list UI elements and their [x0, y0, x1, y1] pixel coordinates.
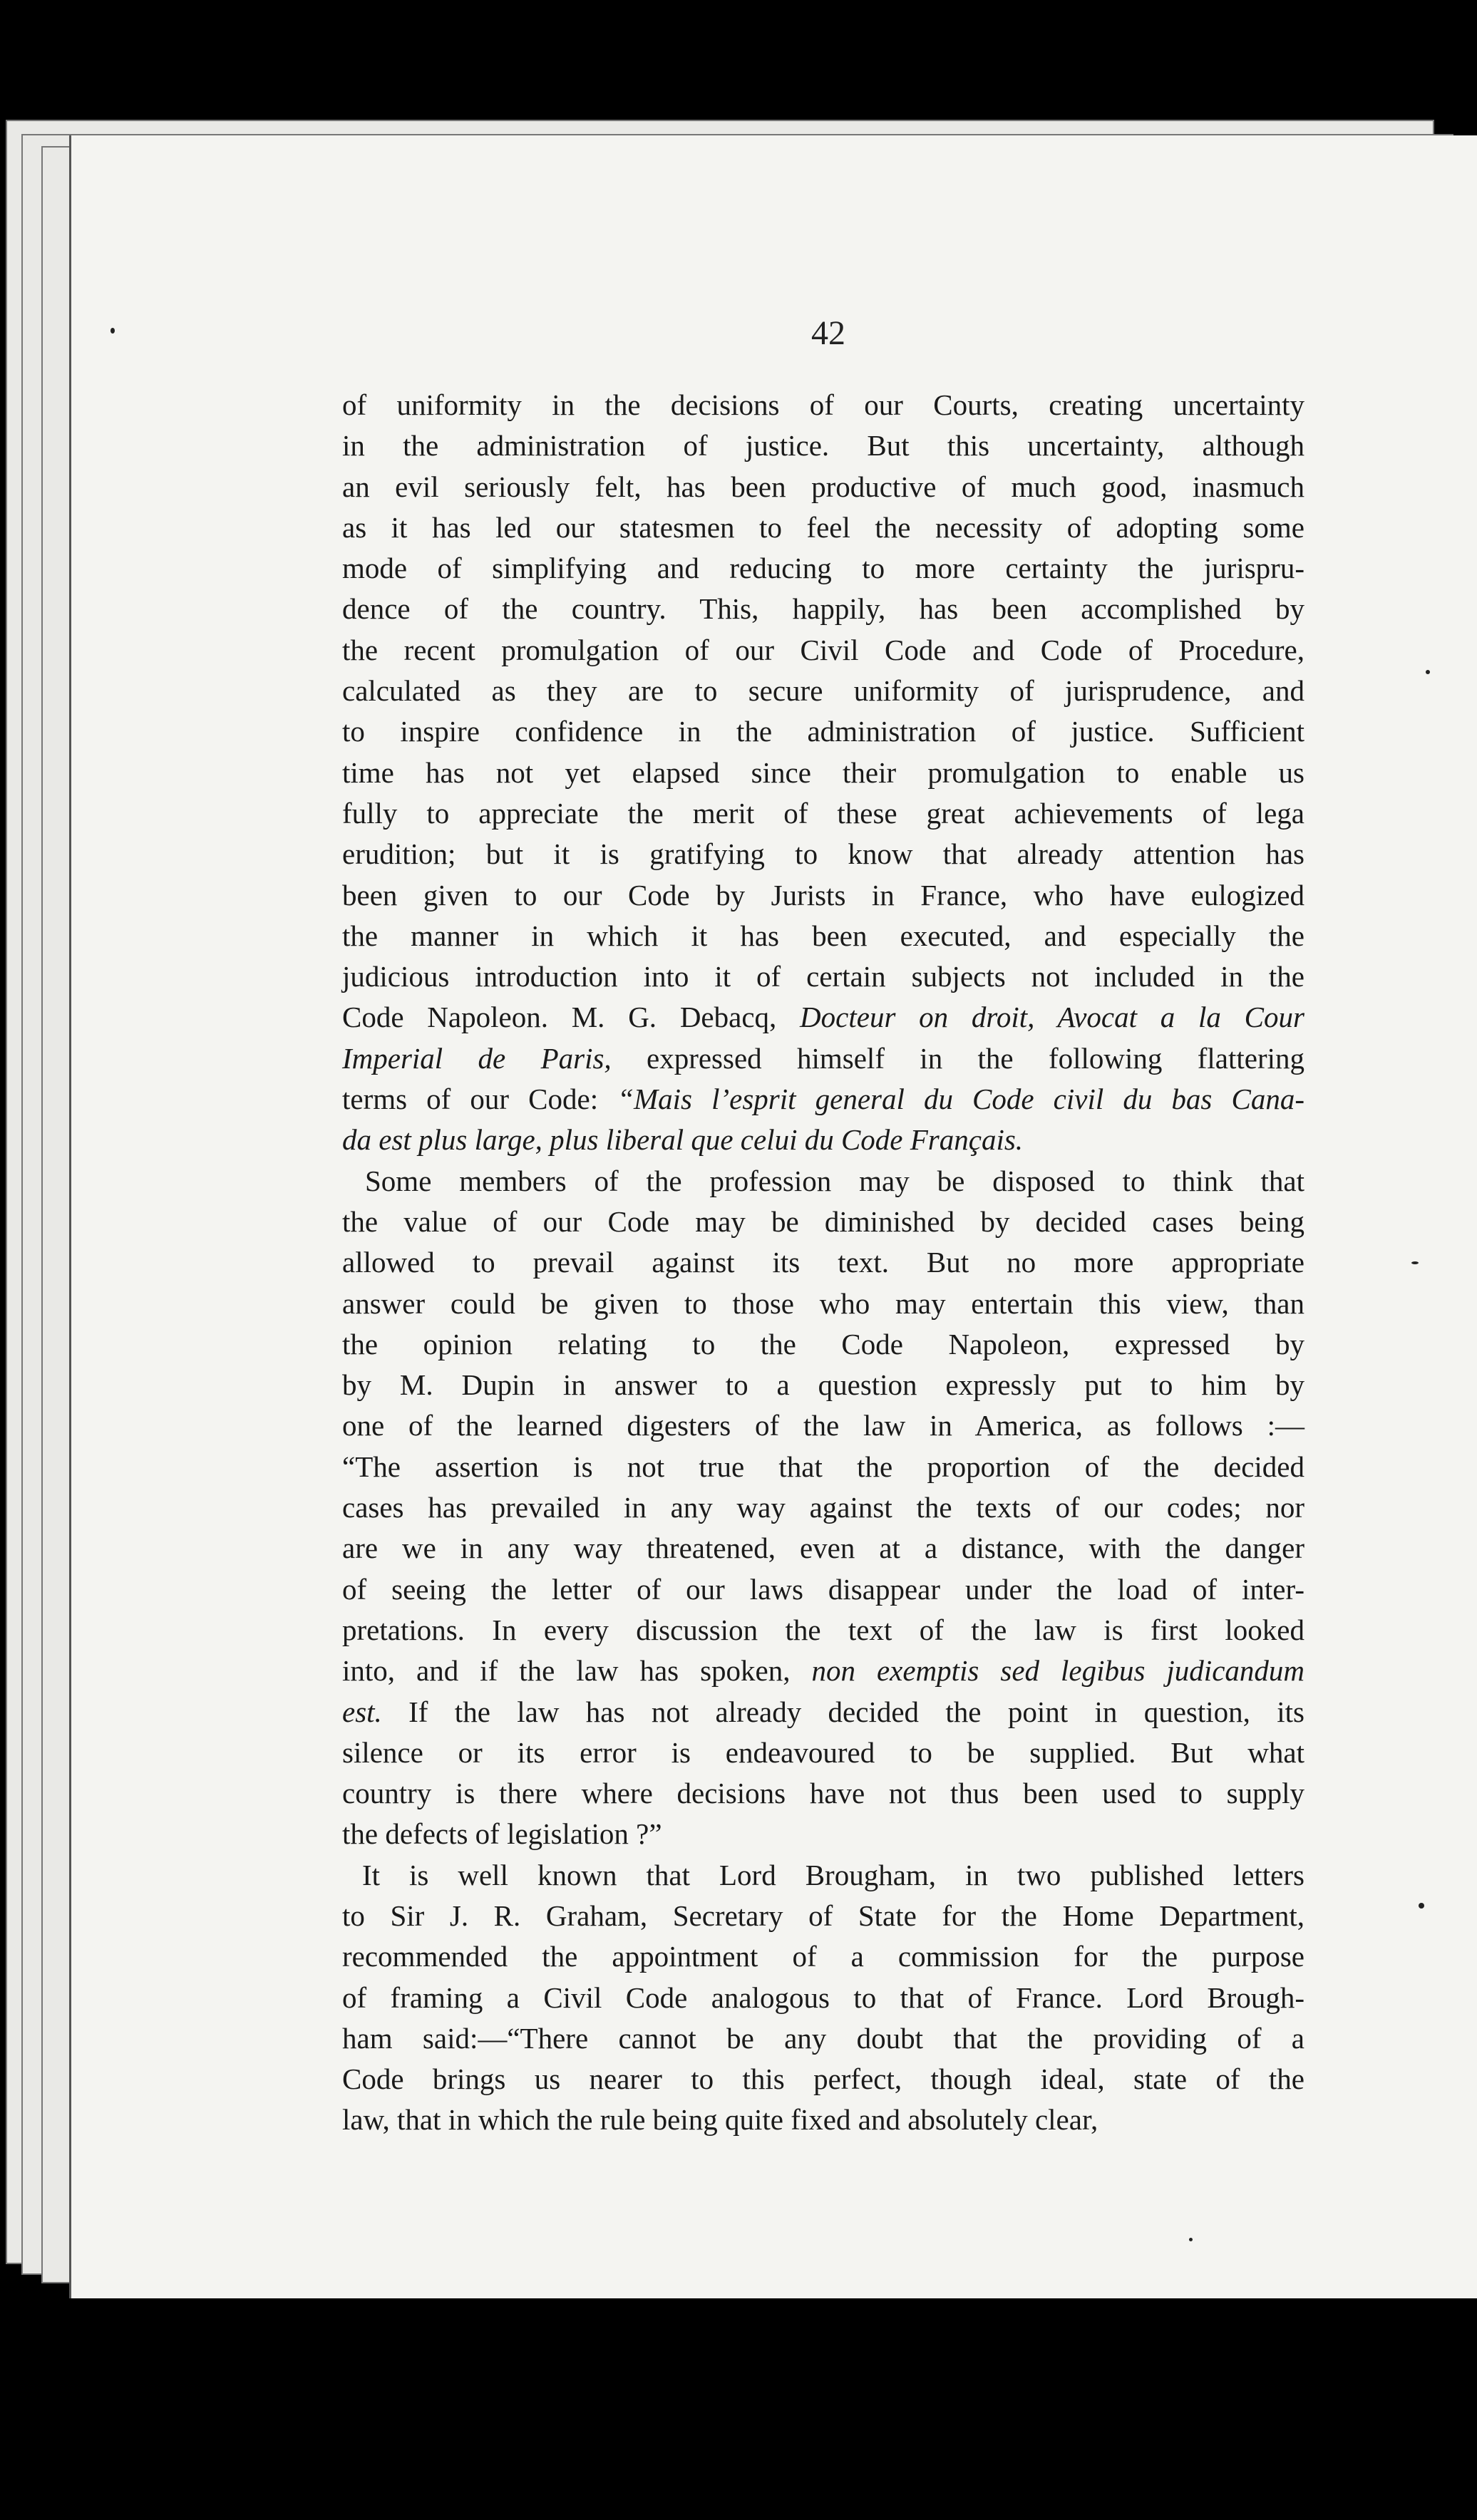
text-line — [342, 1038, 1304, 1079]
text-segment: judicious introduction into it of certain subjects not included in the — [342, 960, 1304, 993]
text-line — [342, 1161, 1304, 1202]
text-segment: the value of our Code may be diminished by decided cases being — [342, 1204, 1304, 1238]
text-line — [342, 2100, 1304, 2140]
text-line — [342, 1610, 1304, 1651]
paragraph — [342, 385, 1304, 1161]
text-segment: to Sir J. R. Graham, Secretary of State for the Home Department, — [342, 1899, 1304, 1932]
text-segment: into, and if the law has spoken, — [342, 1654, 812, 1688]
text-line — [342, 1365, 1304, 1405]
text-line — [342, 1528, 1304, 1569]
text-segment: of seeing the letter of our laws disappear under the load of inter- — [342, 1572, 1304, 1606]
text-line — [342, 548, 1304, 589]
text-line — [342, 467, 1304, 507]
text-segment: law, that in which the rule being quite fixed and absolutely clear, — [342, 2103, 1098, 2137]
text-segment: mode of simplifying and reducing to more certainty the jurispru- — [342, 552, 1304, 585]
text-line — [342, 1120, 1304, 1160]
text-line — [342, 385, 1304, 425]
text-segment: been given to our Code by Jurists in France, who have eulogized — [342, 878, 1304, 912]
text-line — [342, 1202, 1304, 1242]
text-line — [342, 875, 1304, 916]
text-line — [342, 1936, 1304, 1977]
text-line — [342, 1814, 1304, 1854]
text-segment: the defects of legislation ?” — [342, 1817, 662, 1851]
body-text — [342, 385, 1304, 2141]
text-segment: erudition; but it is gratifying to know that already attention has — [342, 837, 1304, 871]
text-segment: of framing a Civil Code analogous to that of France. Lord Brough- — [342, 1981, 1304, 2014]
speck — [1426, 670, 1430, 674]
text-line — [342, 793, 1304, 834]
text-segment: “The assertion is not true that the proportion of the decided — [342, 1450, 1304, 1483]
italic-text: non exemptis sed legibus judicandum — [811, 1654, 1304, 1688]
text-segment: allowed to prevail against its text. But no more appropriate — [342, 1246, 1304, 1279]
text-line — [342, 753, 1304, 793]
text-line — [342, 1284, 1304, 1324]
text-segment: Code brings us nearer to this perfect, though ideal, state of the — [342, 2062, 1304, 2096]
page-number: 42 — [811, 314, 845, 352]
text-segment: the manner in which it has been executed, and especially the — [342, 919, 1304, 952]
text-segment: of uniformity in the decisions of our Courts, creating uncertainty — [342, 388, 1304, 421]
text-line — [342, 1405, 1304, 1446]
text-segment: cases has prevailed in any way against the texts of our codes; nor — [342, 1491, 1304, 1524]
text-segment: the recent promulgation of our Civil Code and Code of Procedure, — [342, 633, 1304, 666]
text-segment: recommended the appointment of a commission for the purpose — [342, 1940, 1304, 1973]
text-line — [342, 589, 1304, 629]
text-segment: ham said:—“There cannot be any doubt that the providing of a — [342, 2021, 1304, 2055]
text-line — [342, 1242, 1304, 1283]
text-segment: fully to appreciate the merit of these great achievements of lega — [342, 796, 1304, 830]
text-segment: in the administration of justice. But this uncertainty, although — [342, 429, 1304, 463]
text-line — [342, 1773, 1304, 1814]
text-line — [342, 711, 1304, 752]
text-line — [342, 1651, 1304, 1691]
paragraph — [342, 1855, 1304, 2141]
text-segment: expressed himself in the following flattering — [611, 1041, 1304, 1075]
text-line — [342, 1855, 1304, 1896]
text-line — [342, 671, 1304, 711]
text-line — [342, 2018, 1304, 2059]
text-segment: one of the learned digesters of the law in America, as follows :— — [342, 1409, 1304, 1442]
speck — [1419, 1903, 1424, 1909]
italic-text: est. — [342, 1695, 382, 1728]
speck — [110, 328, 115, 334]
text-line — [342, 916, 1304, 956]
text-segment: country is there where decisions have not thus been used to supply — [342, 1777, 1304, 1810]
text-line — [342, 1569, 1304, 1610]
text-line — [342, 956, 1304, 997]
text-segment: calculated as they are to secure uniformity of jurisprudence, and — [342, 674, 1304, 708]
text-line — [342, 1487, 1304, 1528]
text-segment: Code Napoleon. M. G. Debacq, — [342, 1001, 801, 1034]
text-segment: time has not yet elapsed since their promulgation to enable us — [342, 755, 1304, 789]
italic-text: “Mais l’esprit general du Code civil du bas Cana- — [617, 1083, 1304, 1116]
text-segment: are we in any way threatened, even at a distance, with the danger — [342, 1532, 1304, 1565]
text-line — [342, 1079, 1304, 1120]
text-line — [342, 1896, 1304, 1936]
paragraph — [342, 1161, 1304, 1855]
text-line — [342, 630, 1304, 671]
text-line — [342, 1732, 1304, 1773]
text-line — [342, 1978, 1304, 2018]
text-segment: the opinion relating to the Code Napoleon, expressed by — [342, 1327, 1304, 1360]
text-segment: to inspire confidence in the administration of justice. Sufficient — [342, 715, 1304, 748]
speck — [1411, 1261, 1419, 1264]
speck — [1189, 2238, 1193, 2241]
text-segment: Some members of the profession may be disposed to think that — [365, 1164, 1304, 1197]
text-segment: pretations. In every discussion the text of the law is first looked — [342, 1613, 1304, 1646]
text-line — [342, 425, 1304, 466]
text-segment: by M. Dupin in answer to a question expressly put to him by — [342, 1368, 1304, 1402]
text-line — [342, 1447, 1304, 1487]
italic-text: Imperial de Paris, — [342, 1041, 612, 1075]
text-segment: as it has led our statesmen to feel the necessity of adopting some — [342, 510, 1304, 544]
text-segment: It is well known that Lord Brougham, in two published letters — [362, 1858, 1304, 1891]
text-line — [342, 1324, 1304, 1365]
text-segment: dence of the country. This, happily, has been accomplished by — [342, 592, 1304, 626]
italic-text: Docteur on droit, Avocat a la Cour — [800, 1001, 1304, 1034]
text-segment: an evil seriously felt, has been productive of much good, inasmuch — [342, 470, 1304, 503]
text-segment: answer could be given to those who may entertain this view, than — [342, 1286, 1304, 1320]
text-segment: terms of our Code: — [342, 1083, 618, 1116]
text-line — [342, 507, 1304, 548]
text-line — [342, 997, 1304, 1038]
text-line — [342, 2059, 1304, 2100]
text-segment: silence or its error is endeavoured to be supplied. But what — [342, 1735, 1304, 1769]
italic-text: da est plus large, plus liberal que celui du Code Français. — [342, 1123, 1024, 1157]
text-line — [342, 834, 1304, 874]
text-segment: If the law has not already decided the point in question, its — [381, 1695, 1304, 1728]
text-line — [342, 1692, 1304, 1732]
